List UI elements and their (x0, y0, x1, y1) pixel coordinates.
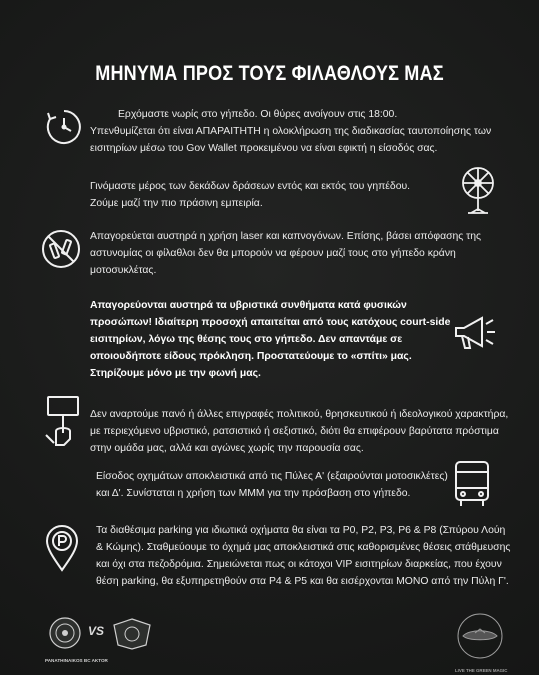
section-4-line-1: Απαγορεύονται αυστηρά τα υβριστικά συνθήματα κατά φυσικών (90, 300, 407, 311)
section-6-line-1: Είσοδος οχημάτων αποκλειστικά από τις Πύλες Α' (εξαιρούνται μοτοσικλέτες) (96, 471, 448, 482)
green-magic-logo (455, 605, 508, 673)
section-5-line-1: Δεν αναρτούμε πανό ή άλλες επιγραφές πολιτικού, θρησκευτικού ή ιδεολογικού χαρακτήρα, (90, 409, 509, 420)
protest-sign-icon (42, 395, 82, 447)
clock-icon (44, 107, 84, 147)
green-magic-text: LIVE THE GREEN MAGIC (455, 668, 508, 673)
section-5-line-2: με περιεχόμενο υβριστικό, ρατσιστικό ή σεξιστικό, διότι θα επιφέρουν βαρύτατα πρόστιμα (90, 426, 499, 437)
section-4-line-5: Στηρίζουμε μόνο με την φωνή μας. (90, 368, 261, 379)
section-1-line-1: Ερχόμαστε νωρίς στο γήπεδο. Οι θύρες ανοίγουν στις 18:00. (118, 109, 398, 120)
parking-pin-icon (44, 524, 80, 572)
bus-icon (452, 460, 492, 508)
section-6-line-2: και Δ'. Συνίσταται η χρήση των ΜΜΜ για την πρόσβαση στο γήπεδο. (96, 488, 411, 499)
section-5-line-3: στην ομάδα μας, αλλά και αγώνες χωρίς την παρουσία σας. (90, 443, 364, 454)
section-3-line-1: Απαγορεύεται αυστηρά η χρήση laser και καπνογόνων. Επίσης, βάσει απόφασης της (90, 231, 482, 242)
section-4-line-2: προσώπων! Ιδιαίτερη προσοχή απαιτείται από τους κατόχους court-side (90, 317, 451, 328)
away-team-logo (110, 617, 154, 656)
section-4-line-3: εισιτηρίων, λόγω της θέσης τους στο γήπεδο. Δεν απαντάμε σε (90, 334, 403, 345)
megaphone-icon (452, 312, 498, 354)
section-3-line-3: μοτοσυκλέτας. (90, 265, 157, 276)
fan-icon (458, 165, 498, 217)
section-7-line-2: & Κώμης). Σταθμεύουμε το όχημά μας αποκλειστικά στις καθορισμένες θέσεις στάθμευσης (96, 542, 511, 553)
section-4-line-4: οποιουδήποτε είδους πρόκληση. Προστατεύουμε το «σπίτι» μας. (90, 351, 412, 362)
section-7-line-4: θέση parking, θα εξυπηρετηθούν στα P4 & P5 και θα εισέρχονται ΜΟΝΟ από την Πύλη Γ'. (96, 576, 509, 587)
section-2-line-2: Ζούμε μαζί την πιο πράσινη εμπειρία. (90, 198, 263, 209)
section-1-line-2: Υπενθυμίζεται ότι είναι ΑΠΑΡΑΙΤΗΤΗ η ολοκλήρωση της διαδικασίας ταυτοποίησης των (90, 126, 492, 137)
no-flares-icon (40, 228, 82, 270)
section-7-line-1: Τα διαθέσιμα parking για ιδιωτικά οχήματα θα είναι τα P0, P2, P3, P6 & P8 (Σπύρου Λούη (96, 525, 506, 536)
vs-label: VS (88, 624, 105, 638)
section-3-line-2: αστυνομίας οι φίλαθλοι δεν θα μπορούν να φέρουν μαζί τους στο γήπεδο κράνη (90, 248, 456, 259)
section-7-line-3: και όχι στα πεζοδρόμια. Σημειώνεται πως οι κάτοχοι VIP εισιτηρίων διαρκείας, που έχουν (96, 559, 502, 570)
section-2-line-1: Γινόμαστε μέρος των δεκάδων δράσεων εντός και εκτός του γηπέδου. (90, 181, 411, 192)
section-1-line-3: εισιτηρίων μέσω του Gov Wallet προκειμένου να είναι εφικτή η είσοδός σας. (90, 143, 438, 154)
home-team-name: PANATHINAIKOS BC AKTOR (45, 658, 108, 663)
page-title: ΜΗΝΥΜΑ ΠΡΟΣ ΤΟΥΣ ΦΙΛΑΘΛΟΥΣ ΜΑΣ (95, 62, 444, 85)
